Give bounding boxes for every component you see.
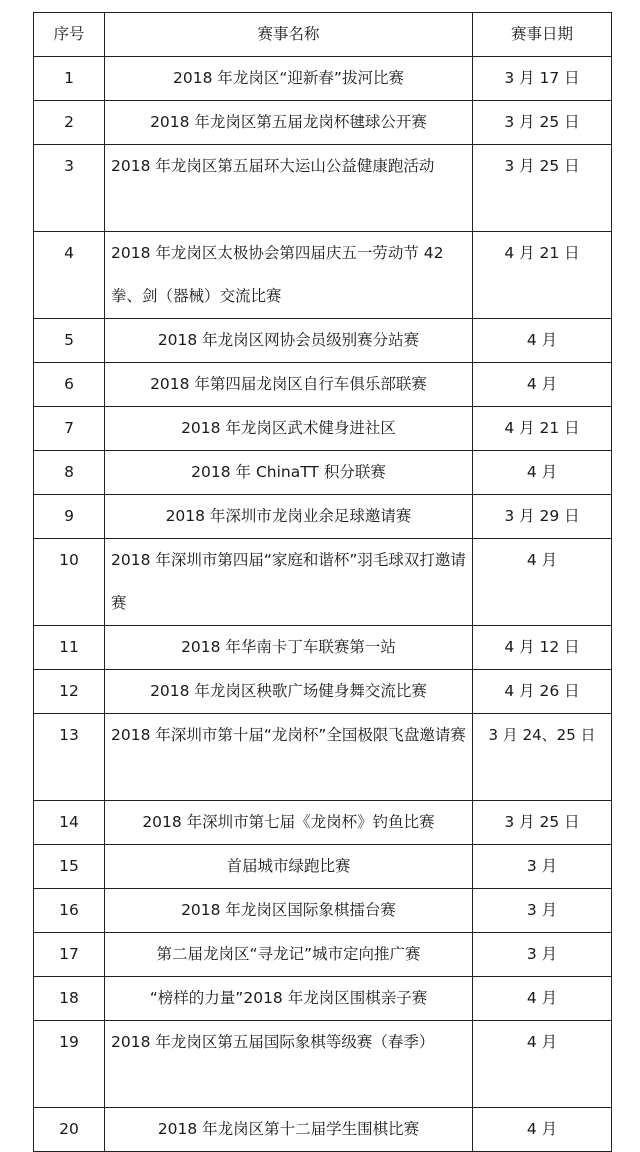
row-number: 8 <box>34 451 105 495</box>
row-number: 15 <box>34 845 105 889</box>
event-date: 3 月 25 日 <box>473 101 612 145</box>
event-name: 2018 年龙岗区“迎新春”拔河比赛 <box>105 57 473 101</box>
event-date: 4 月 21 日 <box>473 407 612 451</box>
row-number: 14 <box>34 801 105 845</box>
event-name: 2018 年深圳市龙岗业余足球邀请赛 <box>105 495 473 539</box>
event-date: 4 月 26 日 <box>473 670 612 714</box>
row-number: 2 <box>34 101 105 145</box>
row-number: 13 <box>34 714 105 801</box>
event-name: 2018 年龙岗区第五届国际象棋等级赛（春季） <box>105 1021 473 1108</box>
event-name: 2018 年龙岗区秧歌广场健身舞交流比赛 <box>105 670 473 714</box>
event-name: 2018 年华南卡丁车联赛第一站 <box>105 626 473 670</box>
table-row <box>34 101 612 145</box>
row-number: 5 <box>34 319 105 363</box>
table-row <box>34 57 612 101</box>
table-row <box>34 407 612 451</box>
event-schedule-table <box>33 12 612 1152</box>
table-row <box>34 933 612 977</box>
row-number: 12 <box>34 670 105 714</box>
event-date: 3 月 <box>473 845 612 889</box>
event-date: 4 月 <box>473 451 612 495</box>
row-number: 18 <box>34 977 105 1021</box>
row-number: 16 <box>34 889 105 933</box>
event-name: 2018 年深圳市第七届《龙岗杯》钓鱼比赛 <box>105 801 473 845</box>
row-number: 10 <box>34 539 105 626</box>
table-row <box>34 451 612 495</box>
row-number: 3 <box>34 145 105 232</box>
event-date: 4 月 <box>473 1108 612 1152</box>
row-number: 19 <box>34 1021 105 1108</box>
event-date: 3 月 25 日 <box>473 145 612 232</box>
event-name: 2018 年龙岗区网协会员级别赛分站赛 <box>105 319 473 363</box>
table-row <box>34 889 612 933</box>
event-date: 3 月 17 日 <box>473 57 612 101</box>
row-number: 4 <box>34 232 105 319</box>
event-date: 3 月 24、25 日 <box>473 714 612 801</box>
table-row <box>34 1021 612 1108</box>
event-date: 4 月 <box>473 363 612 407</box>
event-name: 2018 年深圳市第四届“家庭和谐杯”羽毛球双打邀请赛 <box>105 539 473 626</box>
table-row <box>34 670 612 714</box>
table-row <box>34 145 612 232</box>
table-row <box>34 977 612 1021</box>
event-name: 2018 年第四届龙岗区自行车俱乐部联赛 <box>105 363 473 407</box>
table-row <box>34 539 612 626</box>
table-row <box>34 714 612 801</box>
table-row <box>34 1108 612 1152</box>
table-row <box>34 626 612 670</box>
row-number: 6 <box>34 363 105 407</box>
event-name: 2018 年龙岗区第五届龙岗杯毽球公开赛 <box>105 101 473 145</box>
event-name: 第二届龙岗区“寻龙记”城市定向推广赛 <box>105 933 473 977</box>
table-row <box>34 363 612 407</box>
row-number: 17 <box>34 933 105 977</box>
table-row <box>34 495 612 539</box>
event-date: 3 月 <box>473 933 612 977</box>
event-date: 4 月 <box>473 1021 612 1108</box>
event-date: 4 月 <box>473 539 612 626</box>
event-name: 2018 年深圳市第十届“龙岗杯”全国极限飞盘邀请赛 <box>105 714 473 801</box>
event-date: 3 月 29 日 <box>473 495 612 539</box>
header-event-date: 赛事日期 <box>473 13 612 57</box>
event-name: 首届城市绿跑比赛 <box>105 845 473 889</box>
event-name: 2018 年龙岗区第十二届学生围棋比赛 <box>105 1108 473 1152</box>
table-row <box>34 845 612 889</box>
event-name: 2018 年龙岗区第五届环大运山公益健康跑活动 <box>105 145 473 232</box>
event-name: 2018 年龙岗区太极协会第四届庆五一劳动节 42 拳、剑（器械）交流比赛 <box>105 232 473 319</box>
event-name: 2018 年 ChinaTT 积分联赛 <box>105 451 473 495</box>
event-name: 2018 年龙岗区国际象棋擂台赛 <box>105 889 473 933</box>
event-date: 4 月 <box>473 977 612 1021</box>
row-number: 20 <box>34 1108 105 1152</box>
table-row <box>34 801 612 845</box>
row-number: 7 <box>34 407 105 451</box>
event-name: 2018 年龙岗区武术健身进社区 <box>105 407 473 451</box>
header-event-name: 赛事名称 <box>105 13 473 57</box>
event-name: “榜样的力量”2018 年龙岗区围棋亲子赛 <box>105 977 473 1021</box>
event-date: 3 月 <box>473 889 612 933</box>
table-row <box>34 232 612 319</box>
event-date: 4 月 <box>473 319 612 363</box>
event-date: 4 月 21 日 <box>473 232 612 319</box>
row-number: 1 <box>34 57 105 101</box>
event-date: 3 月 25 日 <box>473 801 612 845</box>
header-row <box>34 13 612 57</box>
row-number: 9 <box>34 495 105 539</box>
table-row <box>34 319 612 363</box>
header-index: 序号 <box>34 13 105 57</box>
row-number: 11 <box>34 626 105 670</box>
event-date: 4 月 12 日 <box>473 626 612 670</box>
